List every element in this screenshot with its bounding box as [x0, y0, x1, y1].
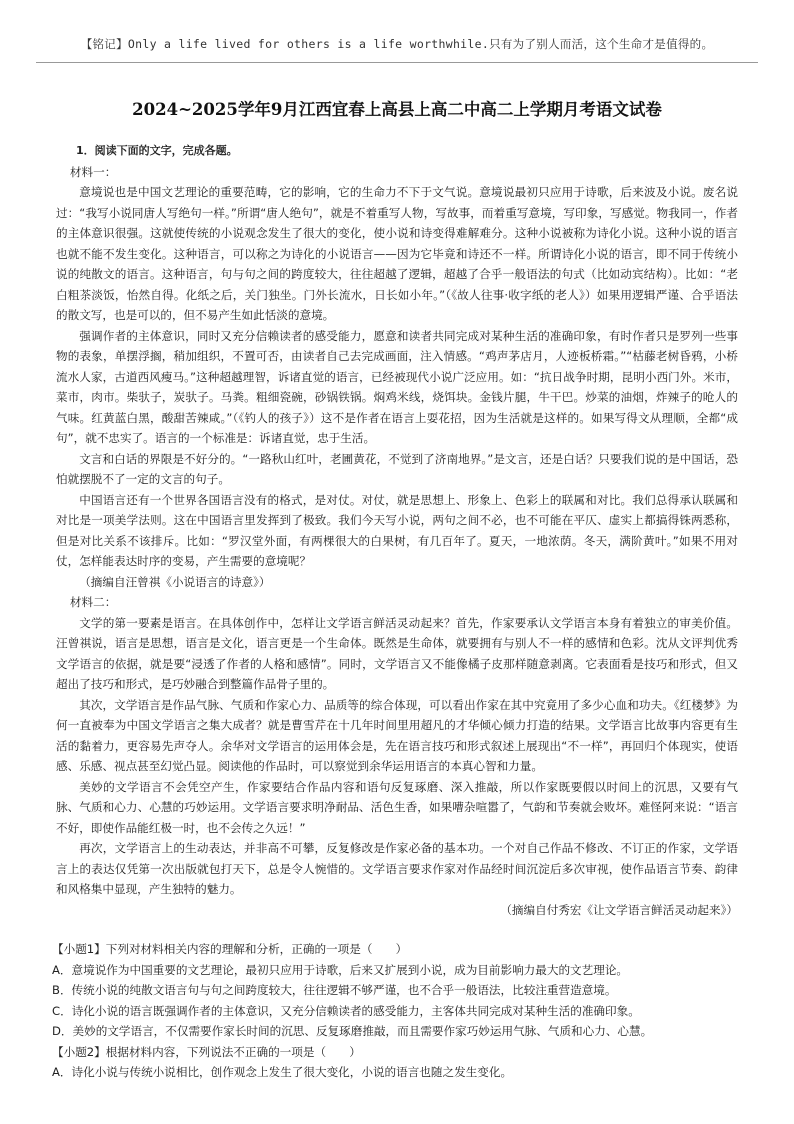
material2-paragraph: 再次，文学语言上的生动表达，并非高不可攀，反复修改是作家必备的基本功。一个对自己作品不修改、不订正的作家，文学语言上的表达仅凭第一次出版就包打天下，总是令人惋惜的。文学语言要求作家对作品经时间沉淀后多次审视，使作品语言节奏、韵律和风格集中显现，产生独特的魅力。 — [56, 841, 738, 896]
material2-source: （摘编自付秀宏《让文学语言鲜活灵动起来》） — [500, 902, 738, 917]
subq1-option-a: A．意境说作为中国重要的文艺理论，最初只应用于诗歌，后来又扩展到小说，成为目前影响力最大的文艺理论。 — [52, 962, 629, 977]
material1-source: （摘编自汪曾祺《小说语言的诗意》） — [79, 574, 271, 589]
material2-paragraph: 美妙的文学语言不会凭空产生，作家要结合作品内容和语句反复琢磨、深入推敲，所以作家既要假以时间上的沉思，又要有气脉、气质和心力、心慧的巧妙运用。文学语言要求明净耐品、活色生香，如果嘈杂喧嚣了，气韵和节奏就会败坏。难怪阿来说：“语言不好，即使作品能红极一时，也不会传之久远！” — [56, 779, 738, 835]
material1-paragraph: 意境说也是中国文艺理论的重要范畴，它的影响，它的生命力不下于文气说。意境说最初只应用于诗歌，后来波及小说。废名说过：“我写小说同唐人写绝句一样。”所谓“唐人绝句”，就是不着重写人物，写故事，而着重写意境，写印象，写感觉。物我同一，作者的主体意识很强。这就使传统的小说观念发生了很大的变化，使小说和诗变得难解难分。这种小说被称为诗化小说。这种小说的语言也就不能不发生变化。这种语言，可以称之为诗化的小说语言——因为它毕竟和诗还不一样。所谓诗化小说的语言，即不同于传统小说的纯散文的语言。这种语言，句与句之间的跨度较大，往往超越了逻辑，超越了合乎一般语法的句式（比如动宾结构）。比如：“老白粗茶淡饭，怡然自得。化纸之后，关门独坐。门外长流水，日长如小年。”（《故人往事·收字纸的老人》）如果用逻辑严谨、合乎语法的散文写，也是可以的，但不易产生如此恬淡的意境。 — [56, 185, 738, 322]
subq2-stem: 【小题2】根据材料内容，下列说法不正确的一项是（ ） — [52, 1044, 361, 1059]
page-title: 2024~2025学年9月江西宜春上高县上高二中高二上学期月考语文试卷 — [132, 100, 662, 119]
question-intro: 1．阅读下面的文字，完成各题。 — [76, 144, 238, 157]
subq1-option-d: D．美妙的文学语言，不仅需要作家长时间的沉思、反复琢磨推敲，而且需要作家巧妙运用气脉、气质和心力、心慧。 — [52, 1024, 653, 1038]
subq1-option-c: C．诗化小说的语言既强调作者的主体意识，又充分信赖读者的感受能力，主客体共同完成对某种生活的准确印象。 — [52, 1003, 640, 1018]
material1-paragraph: 强调作者的主体意识，同时又充分信赖读者的感受能力，愿意和读者共同完成对某种生活的准确印象，有时作者只是罗列一些事物的表象，单摆浮搁，稍加组织，不置可否，由读者自己去完成画面，注入情感。“鸡声茅店月，人迹板桥霜。”“枯藤老树昏鸦，小桥流水人家，古道西风瘦马。”这种超越理智，诉诸直觉的语言，已经被现代小说广泛应用。如：“抗日战争时期，昆明小西门外。米市，菜市，肉市。柴驮子，炭驮子。马粪。粗细瓷碗，砂锅铁锅。焖鸡米线，烧饵块。金钱片腿，牛干巴。炒菜的油烟，炸辣子的呛人的气味。红黄蓝白黑，酸甜苦辣咸。”（《钓人的孩子》）这不是作者在语言上耍花招，因为生活就是这样的。如果写得文从理顺，全都“成句”，就不忠实了。语言的一个标准是：诉诸直觉，忠于生活。 — [56, 328, 738, 445]
material1-paragraph: 中国语言还有一个世界各国语言没有的格式，是对仗。对仗，就是思想上、形象上、色彩上的联属和对比。我们总得承认联属和对比是一项美学法则。这在中国语言里发挥到了极致。我们今天写小说，两句之间不必，也不可能在平仄、虚实上都搞得铢两悉称，但是对比关系不该排斥。比如：“罗汉堂外面，有两棵很大的白果树，有几百年了。夏天，一地浓荫。冬天，满阶黄叶。”如果不用对仗，怎样能表达时序的变易，产生需要的意境呢？ — [56, 492, 738, 568]
reading-passage — [56, 141, 738, 920]
material2-label: 材料二： — [69, 595, 117, 609]
sub-questions — [52, 939, 742, 1083]
subq1-option-b: B．传统小说的纯散文语言句与句之间跨度较大，往往逻辑不够严谨，也不合乎一般语法，比较注重营造意境。 — [52, 983, 617, 997]
material1-paragraph: 文言和白话的界限是不好分的。“一路秋山红叶，老圃黄花，不觉到了济南地界。”是文言，还是白话？只要我们说的是中国话，恐怕就摆脱不了一定的文言的句子。 — [56, 451, 738, 486]
header-motto: 【铭记】Only a life lived for others is a life worthwhile.只有为了别人而活，这个生命才是值得的。 — [80, 37, 714, 51]
material1-label: 材料一： — [69, 164, 117, 179]
subq2-option-a: A．诗化小说与传统小说相比，创作观念上发生了很大变化，小说的语言也随之发生变化。 — [52, 1065, 513, 1079]
subq1-stem: 【小题1】下列对材料相关内容的理解和分析，正确的一项是（ ） — [52, 942, 408, 956]
header-divider — [36, 62, 758, 63]
material2-paragraph: 文学的第一要素是语言。在具体创作中，怎样让文学语言鲜活灵动起来？首先，作家要承认文学语言本身有着独立的审美价值。汪曾祺说，语言是思想，语言是文化，语言更是一个生命体。既然是生命体，就要拥有与别人不一样的感情和色彩。沈从文评判优秀文学语言的依据，就是要“浸透了作者的人格和感情”。同时，文学语言又不能像橘子皮那样随意剥离。它表面看是技巧和形式，但又超出了技巧和形式，是巧妙融合到整篇作品骨子里的。 — [56, 615, 738, 691]
material2-paragraph: 其次，文学语言是作品气脉、气质和作家心力、品质等的综合体现，可以看出作家在其中究竟用了多少心血和功夫。《红楼梦》为何一直被奉为中国文学语言之集大成者？就是曹雪芹在十几年时间里用超凡的才华倾心倾力打造的结果。文学语言比故事内容更有生活的黏着力，更容易先声夺人。余华对文学语言的运用体会是，先在语言技巧和形式叙述上展现出“不一样”，再回归个体现实，使语感、乐感、视点甚至幻觉凸显。阅读他的作品时，可以察觉到余华运用语言的本真心智和力量。 — [56, 697, 738, 773]
